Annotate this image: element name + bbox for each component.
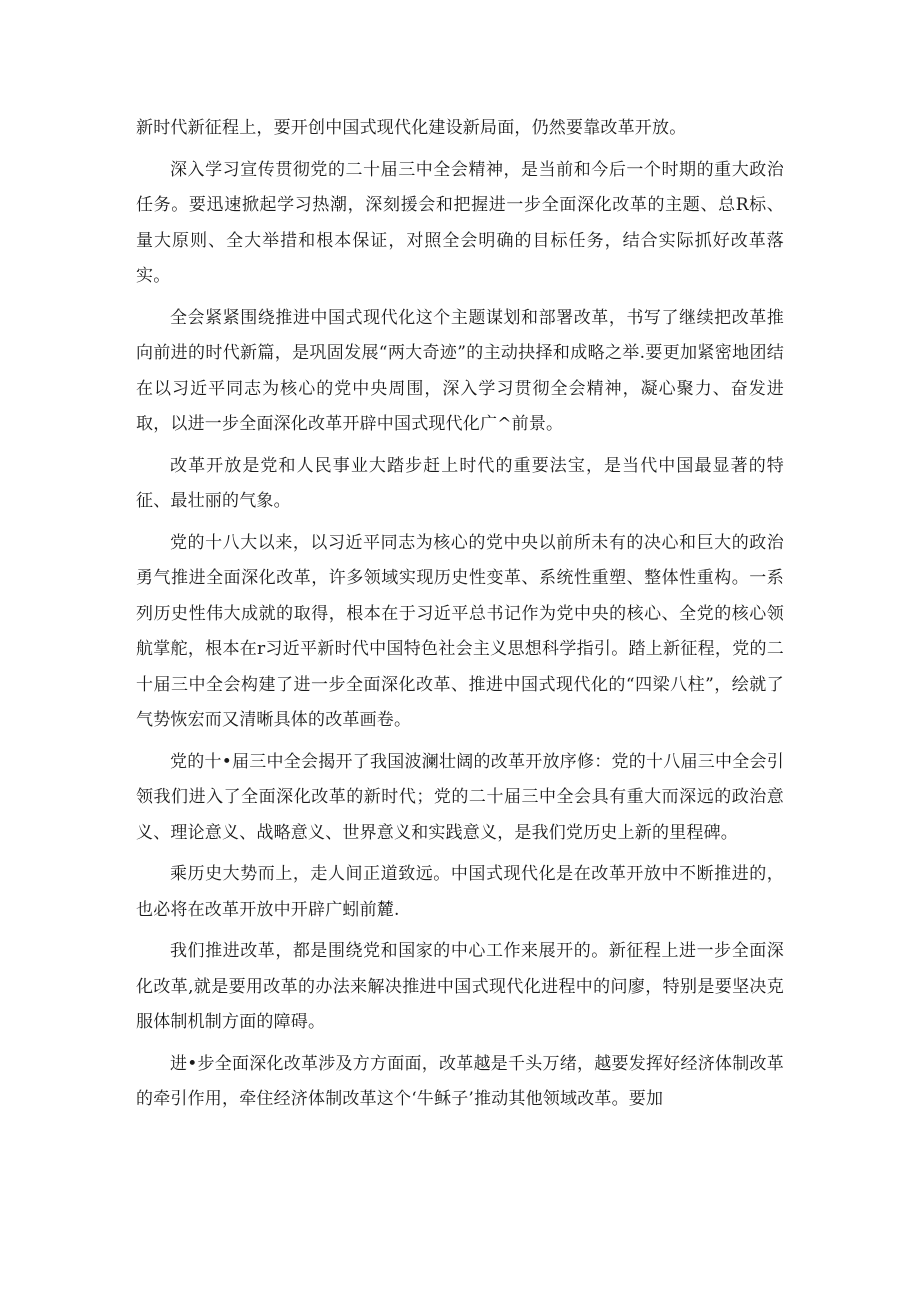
paragraph-1: 新时代新征程上，要开创中国式现代化建设新局面，仍然要靠改革开放。 — [136, 118, 687, 138]
paragraph-3: 全会紧紧围绕推进中国式现代化这个主题谋划和部署改革，书写了继续把改革推向前进的时代新篇，是巩固发展“两大奇迹”的主动抉择和成略之举.要更加紧密地团结在以习近平同志为核心的党中央周围，深入学习贯彻全会精神，凝心聚力、奋发进取，以进一步全面深化改革开辟中国式现代化广^前景。 — [136, 307, 784, 434]
document-body — [136, 111, 784, 1124]
paragraph-7: 乘历史大势而上，走人间正道致远。中国式现代化是在改革开放中不断推进的，也必将在改革开放中开辟广蚓前麓. — [136, 864, 784, 920]
paragraph-6: 党的十•届三中全会揭开了我国波澜壮阔的改革开放序修：党的十八届三中全会引领我们进入了全面深化改革的新时代；党的二十届三中全会具有重大而深远的政治意义、理论意义、战略意义、世界意义和实践意义，是我们党历史上新的里程碑。 — [136, 751, 784, 843]
paragraph-4: 改革开放是党和人民事业大踏步赶上时代的重要法宝，是当代中国最显著的特征、最壮丽的气象。 — [136, 455, 784, 511]
paragraph-8: 我们推进改革，都是围绕党和国家的中心工作来展开的。新征程上进一步全面深化改革,就是要用改革的办法来解决推进中国式现代化进程中的问廖，特别是要坚决克服体制机制方面的障碍。 — [136, 941, 784, 1032]
paragraph-9: 进•步全面深化改革涉及方方面面，改革越是千头万绪，越要发挥好经济体制改革的牵引作用，牵住经济体制改革这个‘牛稣子’推动其他领域改革。要加 — [136, 1053, 784, 1109]
paragraph-2: 深入学习宣传贯彻党的二十届三中全会精神，是当前和今后一个时期的重大政治任务。要迅速掀起学习热潮，深刻援会和把握进一步全面深化改革的主题、总R标、量大原则、全大举措和根本保证，对照全会明确的目标任务，结合实际抓好改革落实。 — [136, 159, 784, 286]
paragraph-5: 党的十八大以来，以习近平同志为核心的党中央以前所未有的决心和巨大的政治勇气推进全面深化改革，许多领域实现历史性变革、系统性重塑、整体性重构。一系列历史性伟大成就的取得，根本在于习近平总书记作为党中央的核心、全党的核心领航掌舵，根本在r习近平新时代中国特色社会主义思想科学指引。踏上新征程，党的二十届三中全会构建了进一步全面深化改革、推进中国式现代化的“四梁八柱”，绘就了气势恢宏而又清晰具体的改革画卷。 — [136, 532, 784, 730]
